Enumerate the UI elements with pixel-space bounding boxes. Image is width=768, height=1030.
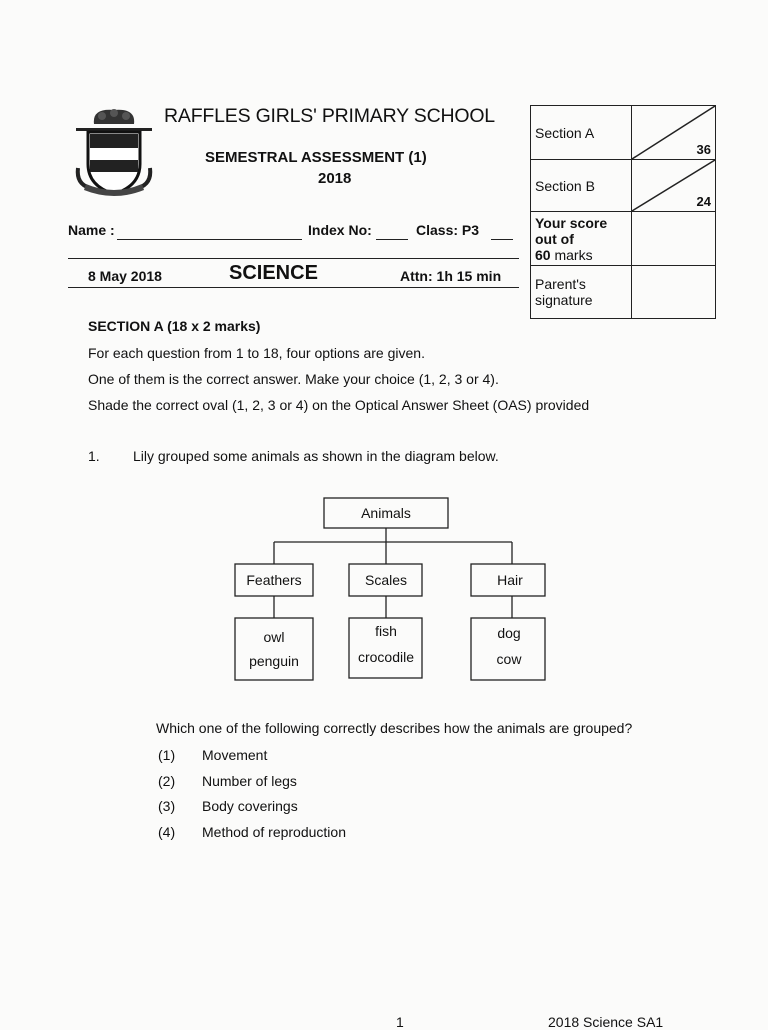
option-number: (4) [158, 824, 176, 840]
parent-signature-label: Parent's signature [531, 266, 632, 319]
group-label-feathers: Feathers [246, 572, 302, 588]
footer-label: 2018 Science SA1 [548, 1014, 664, 1030]
section-b-marks: 24 [696, 194, 711, 209]
name-field-line[interactable] [117, 239, 302, 240]
option-number: (3) [158, 798, 176, 814]
subject-title: SCIENCE [229, 262, 318, 284]
section-a-label: Section A [531, 106, 632, 160]
exam-date: 8 May 2018 [88, 268, 162, 284]
member-label: cow [496, 651, 522, 667]
instruction-line: For each question from 1 to 18, four options are given. [88, 345, 425, 361]
school-name: RAFFLES GIRLS' PRIMARY SCHOOL [164, 105, 495, 127]
instruction-line: Shade the correct oval (1, 2, 3 or 4) on the Optical Answer Sheet (OAS) provided [88, 397, 590, 413]
instruction-line: One of them is the correct answer. Make your choice (1, 2, 3 or 4). [88, 371, 499, 387]
total-score-label: Your score out of 60 marks [531, 212, 632, 266]
diagram-root-label: Animals [361, 505, 411, 521]
section-b-score-box [632, 160, 716, 212]
score-row-section-a [531, 106, 716, 160]
header-rule-bottom [68, 287, 519, 288]
score-table [530, 105, 716, 319]
question-prompt: Which one of the following correctly describes how the animals are grouped? [156, 720, 633, 736]
assessment-year: 2018 [318, 170, 352, 187]
header-rule-top [68, 258, 519, 259]
option-number: (2) [158, 773, 176, 789]
group-label-hair: Hair [497, 572, 523, 588]
exam-duration: Attn: 1h 15 min [400, 268, 502, 284]
question-number: 1. [88, 448, 100, 464]
page-number: 1 [396, 1014, 404, 1030]
class-label: Class: P3 [416, 222, 480, 238]
section-b-label: Section B [531, 160, 632, 212]
section-heading: SECTION A (18 x 2 marks) [88, 318, 261, 334]
index-field-line[interactable] [376, 239, 408, 240]
index-label: Index No: [308, 222, 372, 238]
member-label: crocodile [357, 649, 415, 665]
group-label-scales: Scales [364, 572, 408, 588]
option-text: Method of reproduction [202, 824, 346, 840]
member-label: owl [263, 629, 285, 645]
question-text: Lily grouped some animals as shown in the diagram below. [133, 448, 499, 464]
score-row-section-b [531, 160, 716, 212]
parent-signature-box[interactable] [632, 266, 716, 319]
option-number: (1) [158, 747, 176, 763]
member-label: penguin [249, 653, 299, 669]
option-text: Number of legs [202, 773, 297, 789]
total-score-box[interactable] [632, 212, 716, 266]
class-field-line[interactable] [491, 239, 513, 240]
member-label: dog [497, 625, 521, 641]
animal-grouping-diagram [230, 494, 550, 684]
member-label: fish [375, 623, 397, 639]
school-crest-logo [72, 104, 156, 200]
name-label: Name : [68, 222, 115, 238]
section-a-score-box [632, 106, 716, 160]
score-row-parent [531, 266, 716, 319]
score-row-total [531, 212, 716, 266]
option-text: Movement [202, 747, 268, 763]
assessment-title: SEMESTRAL ASSESSMENT (1) [205, 149, 427, 166]
section-a-marks: 36 [696, 142, 711, 157]
option-text: Body coverings [202, 798, 298, 814]
members-box-feathers [235, 618, 313, 680]
